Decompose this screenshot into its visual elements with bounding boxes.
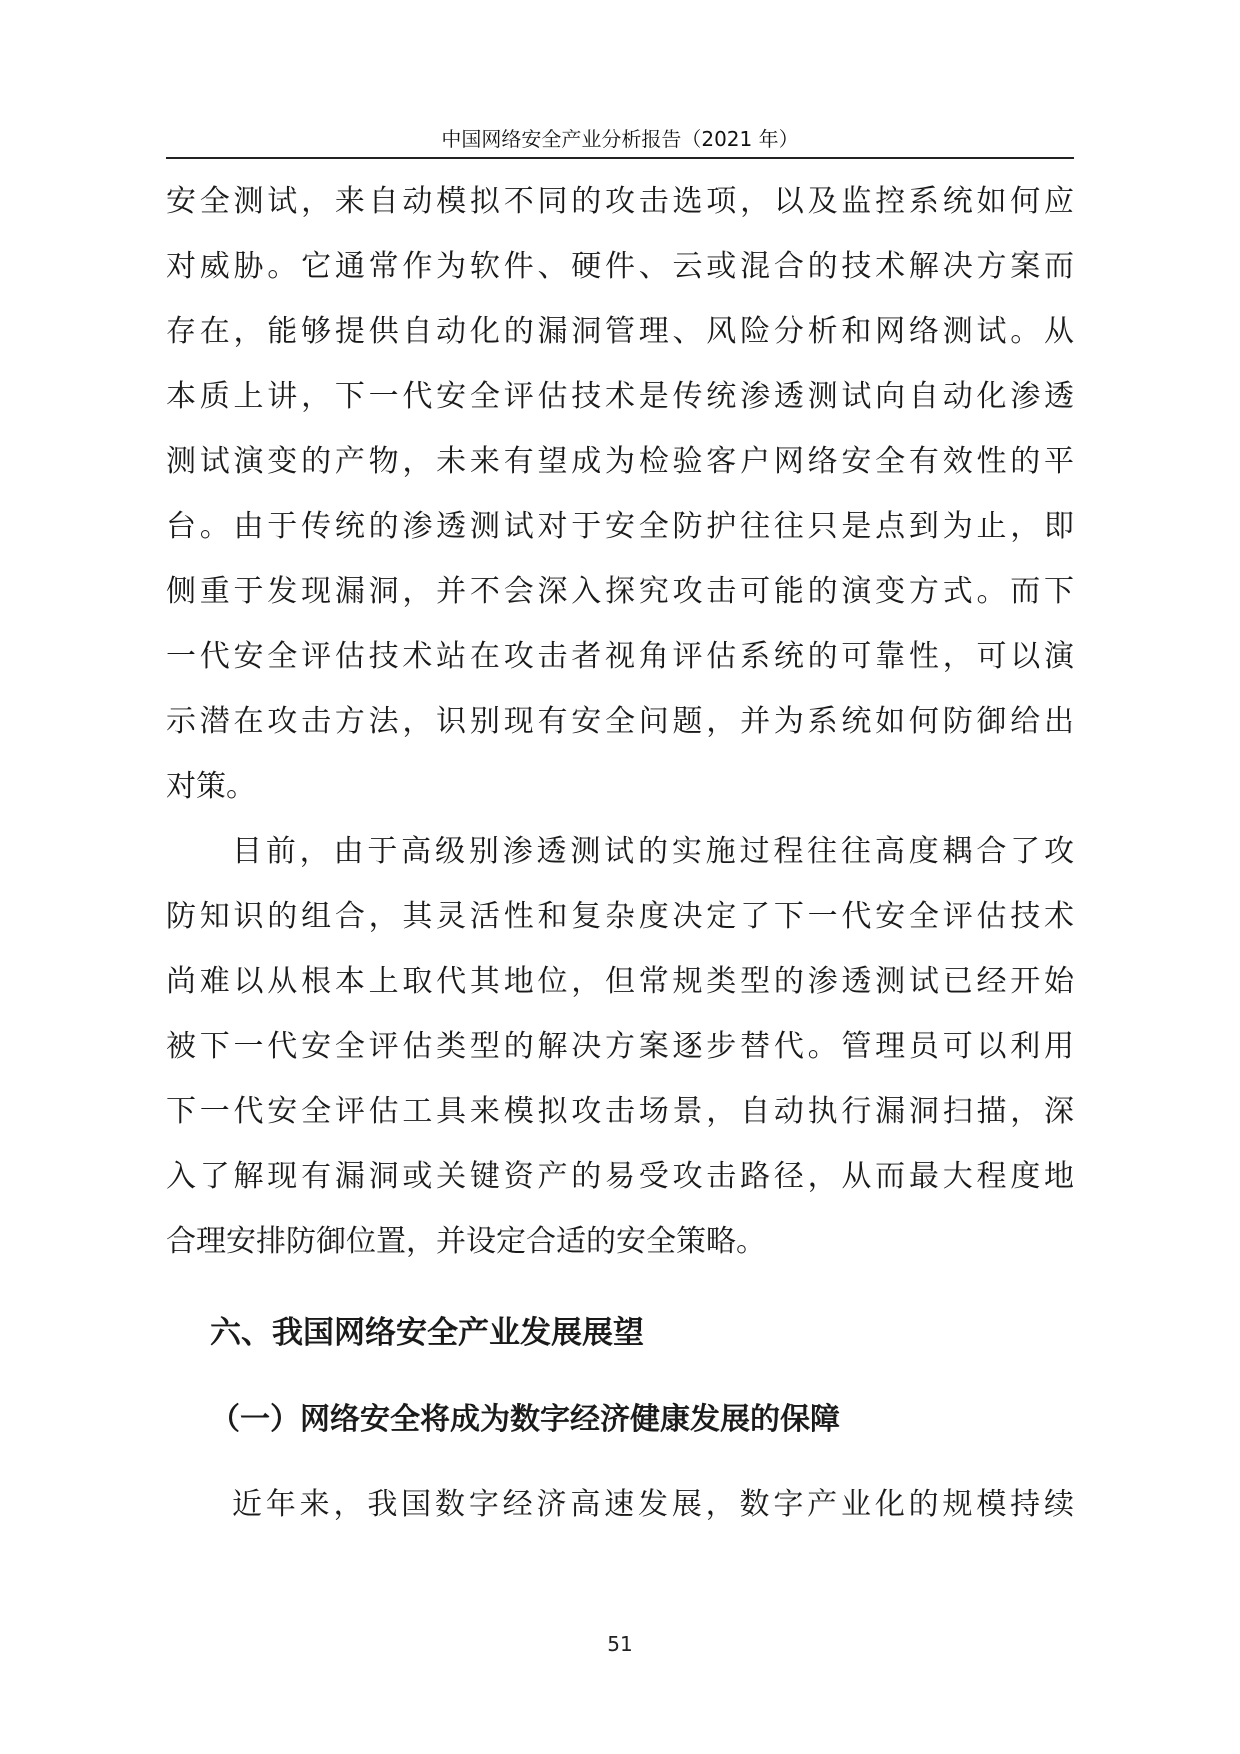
text-line: 目前，由于高级别渗透测试的实施过程往往高度耦合了攻 <box>232 834 1074 869</box>
text-line: 一代安全评估技术站在攻击者视角评估系统的可靠性，可以演 <box>166 639 1074 674</box>
paragraph-3 <box>166 1472 1074 1537</box>
text-line: 安全测试，来自动模拟不同的攻击选项，以及监控系统如何应 <box>166 184 1074 219</box>
text-line: 示潜在攻击方法，识别现有安全问题，并为系统如何防御给出 <box>166 704 1074 739</box>
body-text <box>166 169 1074 1274</box>
section-heading: 六、我国网络安全产业发展展望 <box>210 1315 644 1351</box>
text-line: 存在，能够提供自动化的漏洞管理、风险分析和网络测试。从 <box>166 314 1074 349</box>
text-line: 本质上讲，下一代安全评估技术是传统渗透测试向自动化渗透 <box>166 379 1074 414</box>
text-line: 对策。 <box>166 769 256 804</box>
running-header: 中国网络安全产业分析报告（2021 年） <box>441 127 799 151</box>
header-divider <box>166 157 1074 159</box>
text-line: 对威胁。它通常作为软件、硬件、云或混合的技术解决方案而 <box>166 249 1074 284</box>
text-line: 下一代安全评估工具来模拟攻击场景，自动执行漏洞扫描，深 <box>166 1094 1074 1129</box>
text-line: 防知识的组合，其灵活性和复杂度决定了下一代安全评估技术 <box>166 899 1074 934</box>
text-line: 测试演变的产物，未来有望成为检验客户网络安全有效性的平 <box>166 444 1074 479</box>
text-line: 台。由于传统的渗透测试对于安全防护往往只是点到为止，即 <box>166 509 1074 544</box>
text-line: 被下一代安全评估类型的解决方案逐步替代。管理员可以利用 <box>166 1029 1074 1064</box>
paragraph-1 <box>166 169 1074 819</box>
text-line: 合理安排防御位置，并设定合适的安全策略。 <box>166 1224 766 1259</box>
page-number: 51 <box>607 1632 633 1656</box>
text-line: 近年来，我国数字经济高速发展，数字产业化的规模持续 <box>232 1487 1074 1522</box>
paragraph-2 <box>166 819 1074 1274</box>
subsection-heading: （一）网络安全将成为数字经济健康发展的保障 <box>210 1402 840 1437</box>
text-line: 尚难以从根本上取代其地位，但常规类型的渗透测试已经开始 <box>166 964 1074 999</box>
text-line: 入了解现有漏洞或关键资产的易受攻击路径，从而最大程度地 <box>166 1159 1074 1194</box>
text-line: 侧重于发现漏洞，并不会深入探究攻击可能的演变方式。而下 <box>166 574 1074 609</box>
